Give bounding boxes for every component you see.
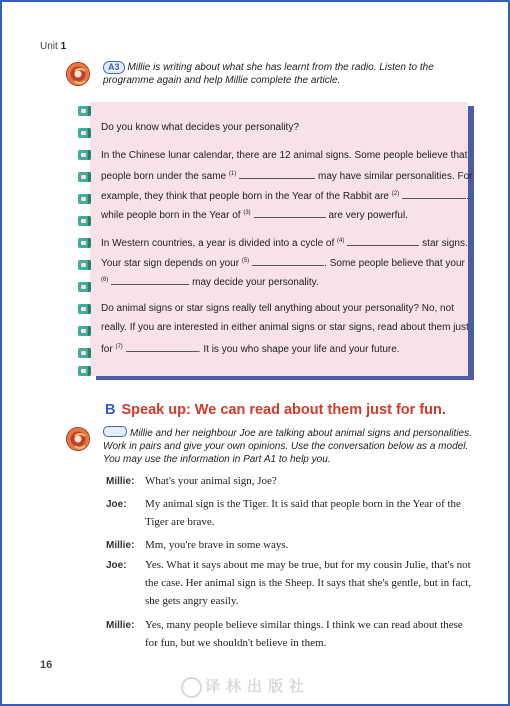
blank-number: (6) bbox=[101, 277, 109, 283]
section-b-instruction-line3: You may use the information in Part A1 to help you. bbox=[103, 454, 331, 465]
answer-blank[interactable] bbox=[402, 189, 466, 199]
notebook-ring bbox=[78, 216, 91, 226]
activity-badge bbox=[103, 426, 127, 437]
answer-blank[interactable] bbox=[254, 208, 326, 218]
dialogue-speaker: Joe: bbox=[106, 560, 127, 571]
article-line bbox=[101, 189, 469, 202]
page-number: 16 bbox=[40, 659, 53, 671]
notebook-ring bbox=[78, 128, 91, 138]
article-line bbox=[101, 303, 454, 314]
notebook-ring bbox=[78, 366, 91, 376]
section-b-instruction-line1: Millie and her neighbour Joe are talking about animal signs and personalities. bbox=[130, 428, 472, 439]
article-text-segment: for bbox=[101, 344, 116, 355]
dialogue-line: My animal sign is the Tiger. It is said that people born in the Year of the Tiger are brave. bbox=[145, 498, 461, 528]
article-text-segment: really. If you are interested in either animal signs or star signs, read about them just bbox=[101, 322, 469, 333]
unit-label: Unit bbox=[40, 41, 58, 52]
notebook-rings bbox=[78, 102, 94, 376]
publisher-watermark: 译林出版社 bbox=[205, 678, 311, 695]
answer-blank[interactable] bbox=[126, 342, 198, 352]
publisher-logo-icon bbox=[181, 677, 202, 698]
blank-number: (5) bbox=[241, 258, 250, 264]
answer-blank[interactable] bbox=[239, 169, 315, 179]
article-text-segment: In Western countries, a year is divided into a cycle of bbox=[101, 238, 338, 249]
article-text-segment: In the Chinese lunar calendar, there are 12 animal signs. Some people believe that bbox=[101, 150, 468, 161]
article-line bbox=[101, 122, 299, 133]
article-line bbox=[101, 275, 319, 288]
article-text-segment: Do animal signs or star signs really tell anything about your personality? No, not bbox=[101, 303, 454, 314]
blank-number: (3) bbox=[243, 210, 251, 216]
article-line bbox=[101, 322, 469, 333]
notebook-ring bbox=[78, 150, 91, 160]
dialogue-speaker: Joe: bbox=[106, 499, 127, 510]
answer-blank[interactable] bbox=[252, 256, 324, 266]
dialogue-speaker: Millie: bbox=[106, 620, 135, 631]
article-text-segment: Do you know what decides your personality? bbox=[101, 122, 299, 133]
audio-cd-icon[interactable] bbox=[67, 63, 89, 85]
article-text-segment: while people born in the Year of bbox=[101, 210, 244, 221]
a3-instruction bbox=[103, 61, 434, 87]
article-text-segment: . Some people believe that your bbox=[324, 258, 465, 269]
notebook-ring bbox=[78, 282, 91, 292]
article-text-segment: Your star sign depends on your bbox=[101, 258, 242, 269]
article-text-segment: may decide your personality. bbox=[189, 277, 319, 288]
answer-blank[interactable] bbox=[347, 236, 419, 246]
article-text-segment: star signs. bbox=[419, 238, 468, 249]
article-line bbox=[101, 342, 400, 355]
article-line bbox=[101, 236, 468, 249]
a3-instruction-line1: Millie is writing about what she has learnt from the radio. Listen to the bbox=[127, 62, 434, 73]
blank-number: (1) bbox=[228, 171, 237, 177]
dialogue-line: Mm, you're brave in some ways. bbox=[145, 539, 289, 551]
article-line bbox=[101, 150, 467, 161]
audio-cd-icon[interactable] bbox=[67, 428, 89, 450]
answer-blank[interactable] bbox=[111, 275, 189, 285]
section-b-instruction bbox=[103, 426, 472, 466]
notebook-ring bbox=[78, 106, 91, 116]
dialogue-speaker: Millie: bbox=[106, 540, 135, 551]
article-text-segment: people born under the same bbox=[101, 171, 229, 182]
dialogue-line: Yes, many people believe similar things. I think we can read about these for fun, but we shouldn't believe in them. bbox=[145, 619, 463, 649]
article-text-segment: are very powerful. bbox=[325, 210, 408, 221]
section-b-letter: B bbox=[105, 402, 116, 418]
blank-number: (2) bbox=[391, 191, 400, 197]
section-b-title bbox=[105, 402, 446, 418]
notebook-ring bbox=[78, 260, 91, 270]
dialogue-speaker: Millie: bbox=[106, 476, 135, 487]
unit-number: 1 bbox=[60, 41, 67, 52]
article-text-segment: example, they think that people born in the Year of the Rabbit are bbox=[101, 191, 392, 202]
notebook-ring bbox=[78, 348, 91, 358]
dialogue-line: What's your animal sign, Joe? bbox=[145, 475, 277, 487]
article-text-segment: . It is you who shape your life and your future. bbox=[197, 344, 400, 355]
article-text-segment: may have similar personalities. For bbox=[315, 171, 473, 182]
unit-header bbox=[40, 41, 66, 52]
dialogue-line: Yes. What it says about me may be true, but for my cousin Julie, that's not the case. Her animal sign is the Sheep. It says that she's gentle, but in fact, she gets angry easily. bbox=[145, 559, 472, 607]
section-b-instruction-line2: Work in pairs and give your own opinions. Use the conversation below as a model. bbox=[103, 441, 469, 452]
notebook-ring bbox=[78, 194, 91, 204]
notebook-ring bbox=[78, 326, 91, 336]
notebook-ring bbox=[78, 238, 91, 248]
blank-number: (4) bbox=[337, 238, 345, 244]
article-line bbox=[101, 208, 408, 221]
a3-badge: A3 bbox=[103, 61, 125, 74]
section-b-heading: Speak up: We can read about them just for fun. bbox=[121, 402, 446, 418]
article-line bbox=[101, 169, 473, 182]
blank-number: (7) bbox=[115, 344, 123, 350]
notebook-ring bbox=[78, 172, 91, 182]
article-line bbox=[101, 256, 465, 269]
article-text-segment: . bbox=[466, 191, 469, 202]
a3-instruction-line2: programme again and help Millie complete the article. bbox=[103, 75, 341, 86]
notebook-ring bbox=[78, 304, 91, 314]
